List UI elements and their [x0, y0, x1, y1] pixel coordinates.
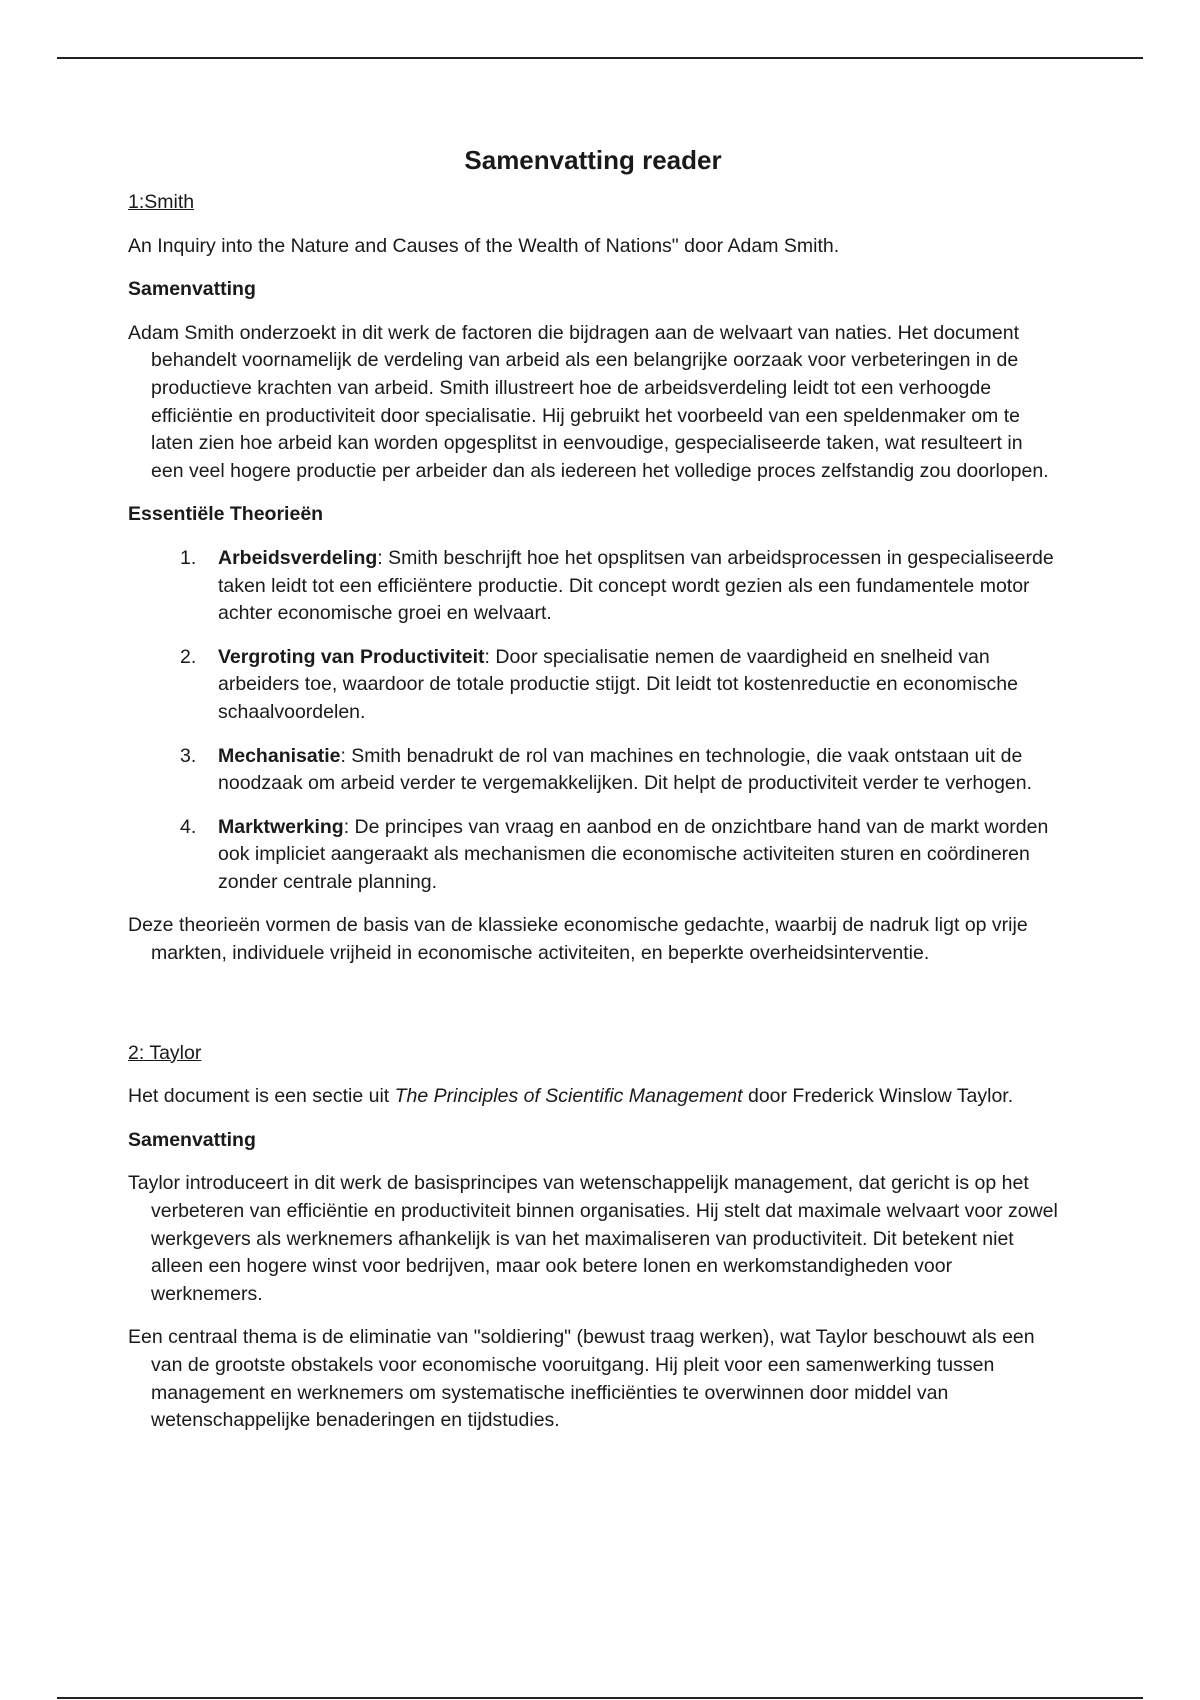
smith-intro: An Inquiry into the Nature and Causes of the Wealth of Nations" door Adam Smith. [128, 234, 840, 257]
theory-term: Mechanisatie [218, 744, 341, 767]
taylor-intro-before: Het document is een sectie uit [128, 1085, 395, 1108]
taylor-summary-paragraph-2: Een centraal thema is de eliminatie van "soldiering" (bewust traag werken), wat Taylor beschouwt als een van de grootste obstakels voor economische vooruitgang. Hij pleit voor een samenwerking tussen management en werknemers om systematische inefficiënties te overwinnen door middel van wetenschappelijke benaderingen en tijdstudies. [128, 1326, 1035, 1432]
theory-text: : De principes van vraag en aanbod en de onzichtbare hand van de markt worden ook impliciet aangeraakt als mechanismen die economische activiteiten sturen en coördineren zonder centrale planning. [218, 815, 1049, 893]
taylor-summary-heading: Samenvatting [128, 1128, 256, 1151]
smith-conclusion: Deze theorieën vormen de basis van de klassieke economische gedachte, waarbij de nadruk ligt op vrije markten, individuele vrijheid in economische activiteiten, en beperkte overheidsinterventie. [128, 914, 1028, 965]
taylor-intro-after: door Frederick Winslow Taylor. [742, 1085, 1014, 1108]
theory-text: : Smith benadrukt de rol van machines en technologie, die vaak ontstaan uit de noodzaak om arbeid verder te vergemakkelijken. Dit helpt de productiviteit verder te verhogen. [218, 744, 1033, 795]
footer-rule [57, 1697, 1143, 1699]
list-number: 1. [180, 546, 197, 569]
taylor-summary-paragraph-1: Taylor introduceert in dit werk de basisprincipes van wetenschappelijk management, dat gericht is op het verbeteren van efficiëntie en productiviteit binnen organisaties. Hij stelt dat maximale welvaart voor zowel werkgevers als werknemers afhankelijk is van het maximaliseren van productiviteit. Dit betekent niet alleen een hogere winst voor bedrijven, maar ook betere lonen en werkomstandigheden voor werknemers. [128, 1172, 1058, 1305]
section-heading-taylor: 2: Taylor [128, 1041, 202, 1064]
page-title: Samenvatting reader [464, 145, 722, 175]
theory-term: Arbeidsverdeling [218, 546, 378, 569]
list-number: 4. [180, 815, 197, 838]
section-heading-smith: 1:Smith [128, 191, 195, 213]
smith-summary: Adam Smith onderzoekt in dit werk de factoren die bijdragen aan de welvaart van naties. Het document behandelt voornamelijk de verdeling van arbeid als een belangrijke oorzaak voor verbeteringen in de productieve krachten van arbeid. Smith illustreert hoe de arbeidsverdeling leidt tot een verhoogde efficiëntie en productiviteit door specialisatie. Hij gebruikt het voorbeeld van een speldenmaker om te laten zien hoe arbeid kan worden opgesplitst in eenvoudige, gespecialiseerde taken, wat resulteert in een veel hogere productie per arbeider dan als iedereen het volledige proces zelfstandig zou doorlopen. [128, 321, 1049, 482]
document-body [128, 143, 1058, 1451]
theories-list [128, 545, 1058, 897]
smith-summary-heading: Samenvatting [128, 278, 256, 301]
header-rule [57, 57, 1143, 59]
list-item [128, 545, 1058, 628]
list-number: 2. [180, 645, 197, 668]
list-number: 3. [180, 744, 197, 767]
taylor-intro [128, 1083, 1058, 1111]
list-item [128, 743, 1058, 798]
list-item [128, 814, 1058, 897]
taylor-book-title: The Principles of Scientific Management [394, 1085, 743, 1108]
section-spacer [128, 984, 1058, 1040]
list-item [128, 644, 1058, 727]
theory-term: Marktwerking [218, 815, 344, 838]
smith-theories-heading: Essentiële Theorieën [128, 503, 324, 526]
theory-term: Vergroting van Productiviteit [218, 645, 485, 668]
theory-text: : Smith beschrijft hoe het opsplitsen van arbeidsprocessen in gespecialiseerde taken leidt tot een efficiëntere productie. Dit concept wordt gezien als een fundamentele motor achter economische groei en welvaart. [218, 546, 1054, 625]
theory-text: : Door specialisatie nemen de vaardigheid en snelheid van arbeiders toe, waardoor de totale productie stijgt. Dit leidt tot kostenreductie en economische schaalvoordelen. [218, 645, 1018, 723]
